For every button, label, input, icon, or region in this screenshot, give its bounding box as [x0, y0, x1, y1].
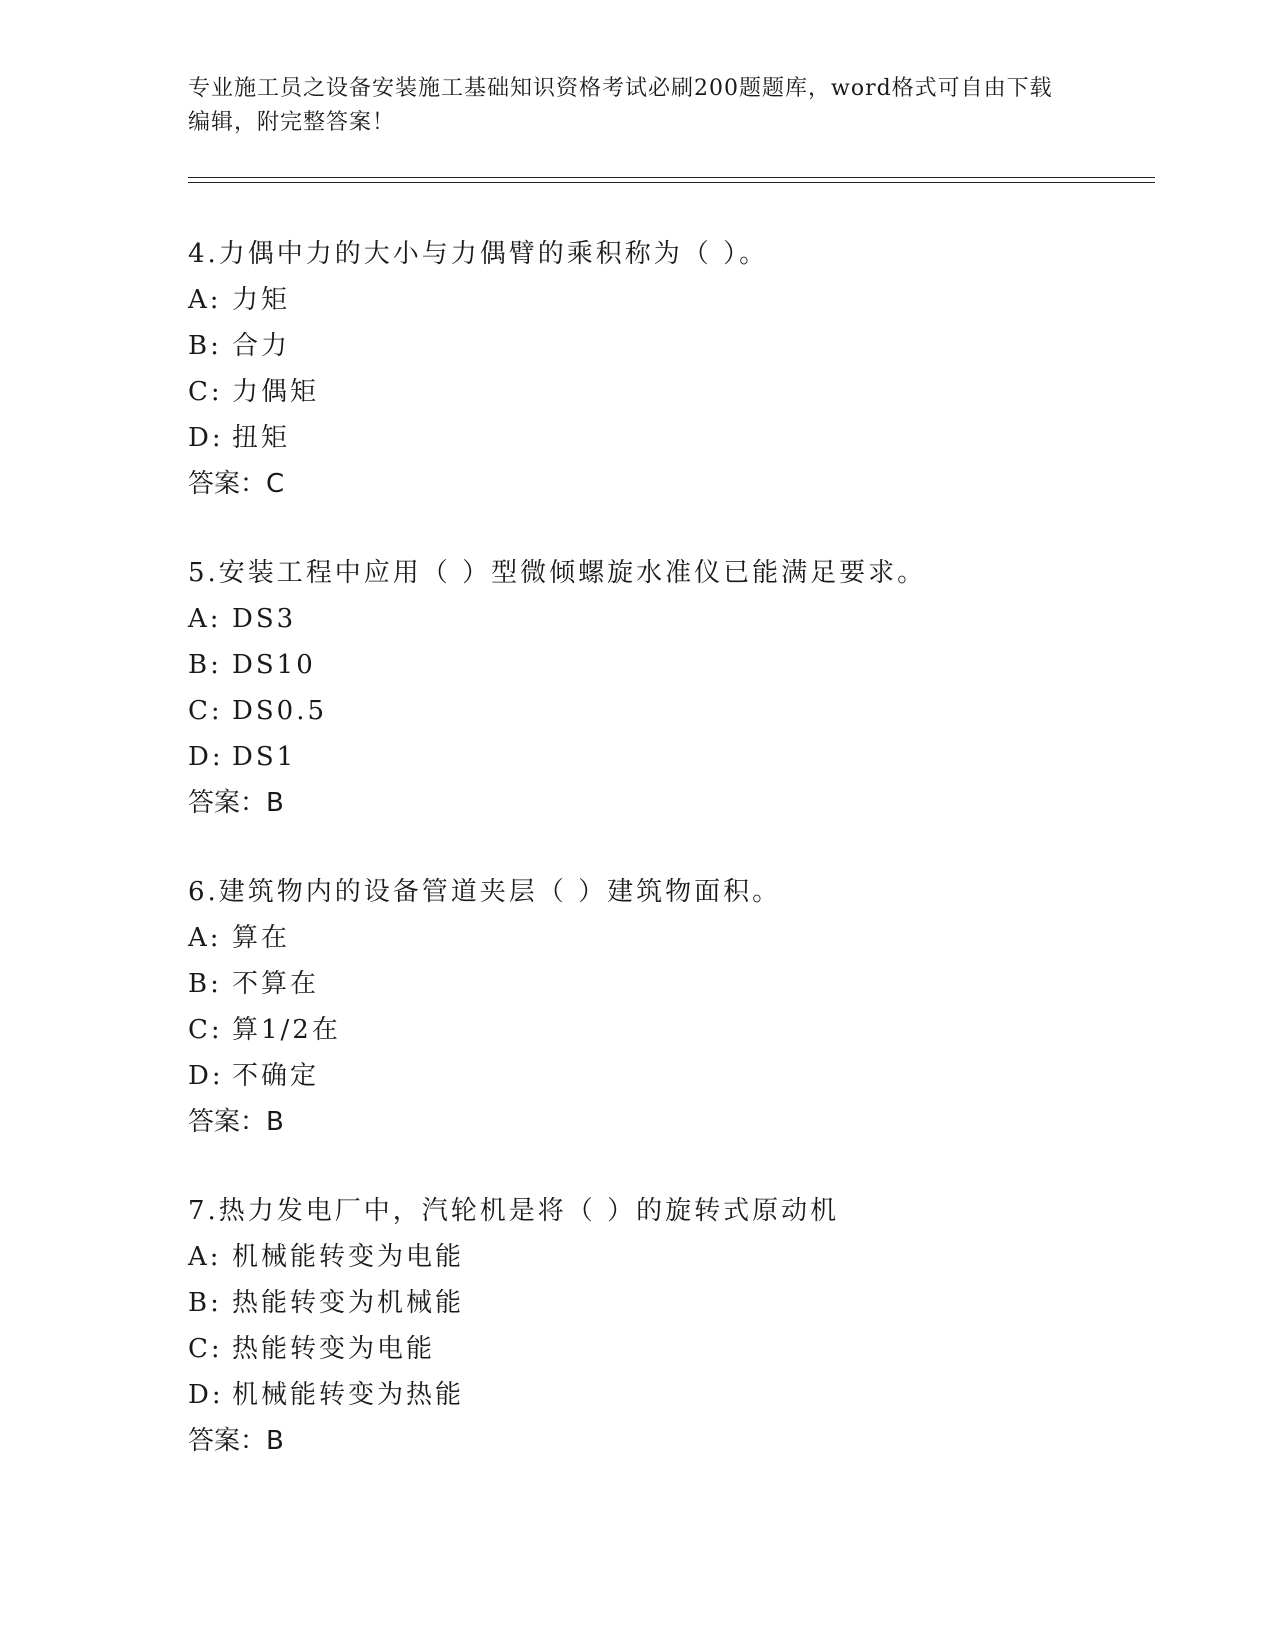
- option-a: [188, 916, 1148, 962]
- option-letter: A:: [188, 285, 222, 315]
- question-block: [188, 1189, 1148, 1465]
- option-letter: D:: [188, 1380, 224, 1410]
- option-text: 力偶矩: [232, 377, 320, 407]
- option-letter: B:: [188, 1288, 222, 1318]
- option-letter: D:: [188, 742, 224, 772]
- option-a: [188, 1235, 1148, 1281]
- answer-line: [188, 462, 1148, 508]
- option-letter: C:: [188, 1334, 223, 1364]
- option-letter: A:: [188, 604, 222, 634]
- option-text: 算1/2在: [232, 1015, 341, 1045]
- option-letter: C:: [188, 1015, 223, 1045]
- question-block: [188, 232, 1148, 508]
- option-c: [188, 370, 1148, 416]
- option-b: [188, 1281, 1148, 1327]
- header-divider-top: [188, 177, 1155, 178]
- document-title: 专业施工员之设备安装施工基础知识资格考试必刷200题题库，word格式可自由下载编辑，附完整答案！: [188, 76, 1053, 135]
- option-text: 热能转变为机械能: [232, 1288, 465, 1318]
- option-letter: D:: [188, 423, 224, 453]
- option-letter: B:: [188, 969, 222, 999]
- option-letter: A:: [188, 1242, 222, 1272]
- question-stem: 5.安装工程中应用（ ）型微倾螺旋水准仪已能满足要求。: [188, 558, 927, 588]
- option-b: [188, 324, 1148, 370]
- option-text: 扭矩: [232, 423, 291, 453]
- option-text: DS0.5: [232, 696, 328, 726]
- answer-line: [188, 1100, 1148, 1146]
- question-stem: 7.热力发电厂中，汽轮机是将（ ）的旋转式原动机: [188, 1196, 840, 1226]
- question-block: [188, 870, 1148, 1146]
- header-divider-bottom: [188, 182, 1155, 183]
- option-letter: C:: [188, 696, 223, 726]
- option-text: DS3: [232, 604, 297, 634]
- answer-label: 答案：: [188, 1107, 267, 1137]
- question-block: [188, 551, 1148, 827]
- option-a: [188, 278, 1148, 324]
- question-stem: 4.力偶中力的大小与力偶臂的乘积称为（ ）。: [188, 239, 769, 269]
- option-text: 合力: [232, 331, 291, 361]
- option-c: [188, 689, 1148, 735]
- answer-value: B: [266, 788, 284, 818]
- option-text: 力矩: [232, 285, 291, 315]
- option-text: 机械能转变为电能: [232, 1242, 465, 1272]
- option-letter: B:: [188, 650, 222, 680]
- option-letter: D:: [188, 1061, 224, 1091]
- option-text: 机械能转变为热能: [232, 1380, 465, 1410]
- option-b: [188, 962, 1148, 1008]
- option-d: [188, 1054, 1148, 1100]
- answer-value: B: [266, 1107, 284, 1137]
- option-d: [188, 735, 1148, 781]
- document-header: [188, 72, 1068, 140]
- answer-line: [188, 1419, 1148, 1465]
- answer-value: B: [266, 1426, 284, 1456]
- option-c: [188, 1008, 1148, 1054]
- option-letter: B:: [188, 331, 222, 361]
- option-letter: A:: [188, 923, 222, 953]
- answer-label: 答案：: [188, 788, 267, 818]
- option-c: [188, 1327, 1148, 1373]
- option-b: [188, 643, 1148, 689]
- option-d: [188, 416, 1148, 462]
- option-text: DS1: [232, 742, 297, 772]
- option-text: 不算在: [232, 969, 320, 999]
- option-text: DS10: [232, 650, 316, 680]
- question-stem: 6.建筑物内的设备管道夹层（ ）建筑物面积。: [188, 877, 782, 907]
- option-a: [188, 597, 1148, 643]
- answer-line: [188, 781, 1148, 827]
- option-text: 热能转变为电能: [232, 1334, 436, 1364]
- answer-label: 答案：: [188, 1426, 267, 1456]
- answer-value: C: [266, 469, 285, 499]
- option-text: 算在: [232, 923, 291, 953]
- answer-label: 答案：: [188, 469, 267, 499]
- option-d: [188, 1373, 1148, 1419]
- option-letter: C:: [188, 377, 223, 407]
- option-text: 不确定: [232, 1061, 320, 1091]
